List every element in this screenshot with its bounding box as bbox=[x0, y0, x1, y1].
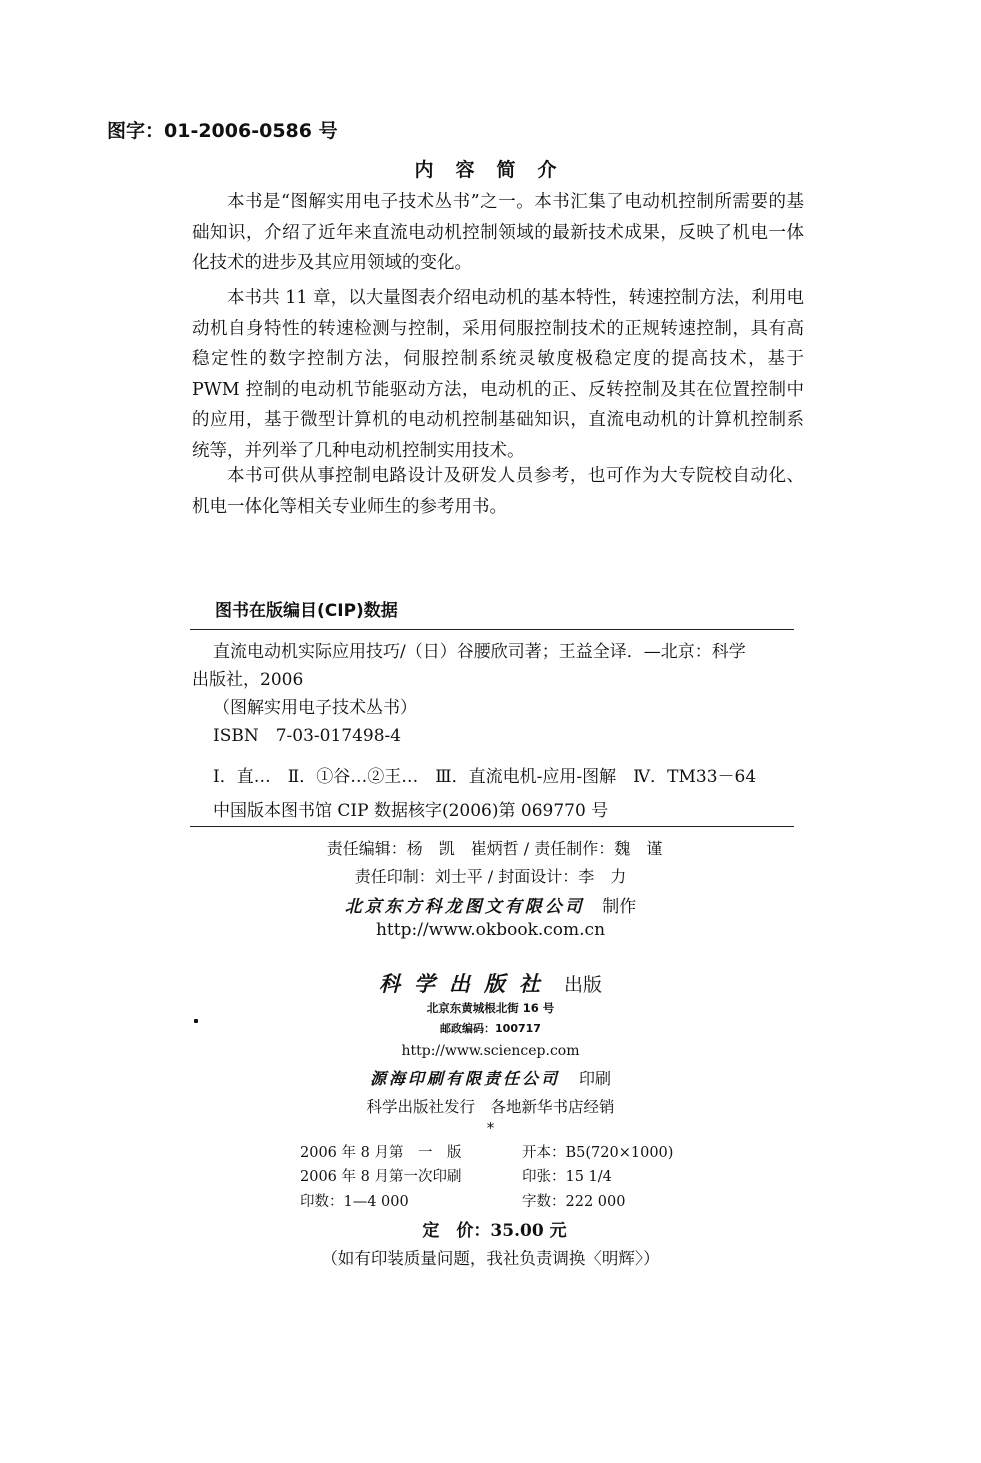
paragraph-text: 本书是“图解实用电子技术丛书”之一。本书汇集了电动机控制所需要的基础知识，介绍了近年来直流电动机控制领域的最新技术成果，反映了机电一体化技术的进步及其应用领域的变化。 bbox=[192, 192, 804, 273]
maker-line bbox=[0, 892, 981, 917]
printer-role: 印刷 bbox=[579, 1069, 612, 1088]
separator-asterisk: * bbox=[486, 1119, 495, 1137]
spec-sheets: 印张：15 1/4 bbox=[522, 1169, 612, 1185]
maker-role: 制作 bbox=[602, 897, 637, 917]
cip-classification: Ⅰ．直… Ⅱ．①谷…②王… Ⅲ．直流电机-应用-图解 Ⅳ．TM33－64 bbox=[213, 767, 757, 787]
introduction-paragraph-1 bbox=[192, 187, 804, 279]
publisher-name: 科学出版社 bbox=[378, 971, 554, 996]
paragraph-text: 本书共 11 章，以大量图表介绍电动机的基本特性，转速控制方法，利用电动机自身特性的转速检测与控制，采用伺服控制技术的正规转速控制，具有高稳定性的数字控制方法，伺服控制系统灵敏度极稳定度的提高技术，基于 PWM 控制的电动机节能驱动方法，电动机的正、反转控制及其在位置控制中的应用，基于微型计算机的电动机控制基础知识，直流电动机的计算机控制系统等，并列举了几种电动机控制实用技术。 bbox=[192, 288, 804, 461]
maker-name: 北京东方科龙图文有限公司 bbox=[344, 897, 585, 917]
publisher-line bbox=[0, 968, 981, 998]
production-credits: 责任印制：刘士平 / 封面设计：李 力 bbox=[354, 867, 627, 886]
cip-top-rule bbox=[190, 629, 794, 630]
maker-url: http://www.okbook.com.cn bbox=[375, 920, 606, 940]
publisher-url: http://www.sciencep.com bbox=[401, 1043, 580, 1059]
publisher-address: 北京东黄城根北街 16 号 bbox=[426, 1001, 555, 1015]
introduction-paragraph-3 bbox=[192, 461, 804, 522]
spec-format: 开本：B5(720×1000) bbox=[522, 1145, 674, 1161]
distribution-line: 科学出版社发行 各地新华书店经销 bbox=[366, 1098, 615, 1116]
printer-name: 源海印刷有限责任公司 bbox=[369, 1069, 560, 1088]
cip-isbn: ISBN 7-03-017498-4 bbox=[213, 726, 402, 746]
cip-series: （图解实用电子技术丛书） bbox=[213, 698, 417, 718]
spec-word-count: 字数：222 000 bbox=[522, 1194, 626, 1210]
publisher-postcode: 邮政编码：100717 bbox=[440, 1022, 541, 1035]
spec-printing: 2006 年 8 月第一次印刷 bbox=[300, 1169, 462, 1185]
cip-bibliographic-line: 直流电动机实际应用技巧/（日）谷腰欣司著；王益全译．—北京：科学 bbox=[213, 642, 746, 662]
cip-verification-number: 中国版本图书馆 CIP 数据核字(2006)第 069770 号 bbox=[213, 801, 609, 821]
permit-number: 图字：01-2006-0586 号 bbox=[107, 120, 338, 142]
cip-bibliographic-line-continued: 出版社，2006 bbox=[192, 670, 304, 690]
printer-line bbox=[0, 1066, 981, 1089]
spec-print-run: 印数：1—4 000 bbox=[300, 1194, 409, 1210]
price: 定 价：35.00 元 bbox=[422, 1221, 567, 1241]
cip-bottom-rule bbox=[190, 826, 794, 827]
spec-edition: 2006 年 8 月第 一 版 bbox=[300, 1145, 462, 1161]
cip-title: 图书在版编目(CIP)数据 bbox=[215, 601, 398, 621]
introduction-title: 内容简介 bbox=[414, 159, 579, 181]
publisher-role: 出版 bbox=[564, 974, 603, 996]
editor-credits: 责任编辑：杨 凯 崔炳哲 / 责任制作：魏 谨 bbox=[326, 839, 663, 858]
paragraph-text: 本书可供从事控制电路设计及研发人员参考，也可作为大专院校自动化、机电一体化等相关专业师生的参考用书。 bbox=[192, 466, 804, 517]
scan-speck bbox=[194, 1019, 198, 1023]
quality-notice: （如有印装质量问题，我社负责调换〈明辉〉） bbox=[321, 1249, 660, 1268]
introduction-paragraph-2 bbox=[192, 283, 804, 466]
